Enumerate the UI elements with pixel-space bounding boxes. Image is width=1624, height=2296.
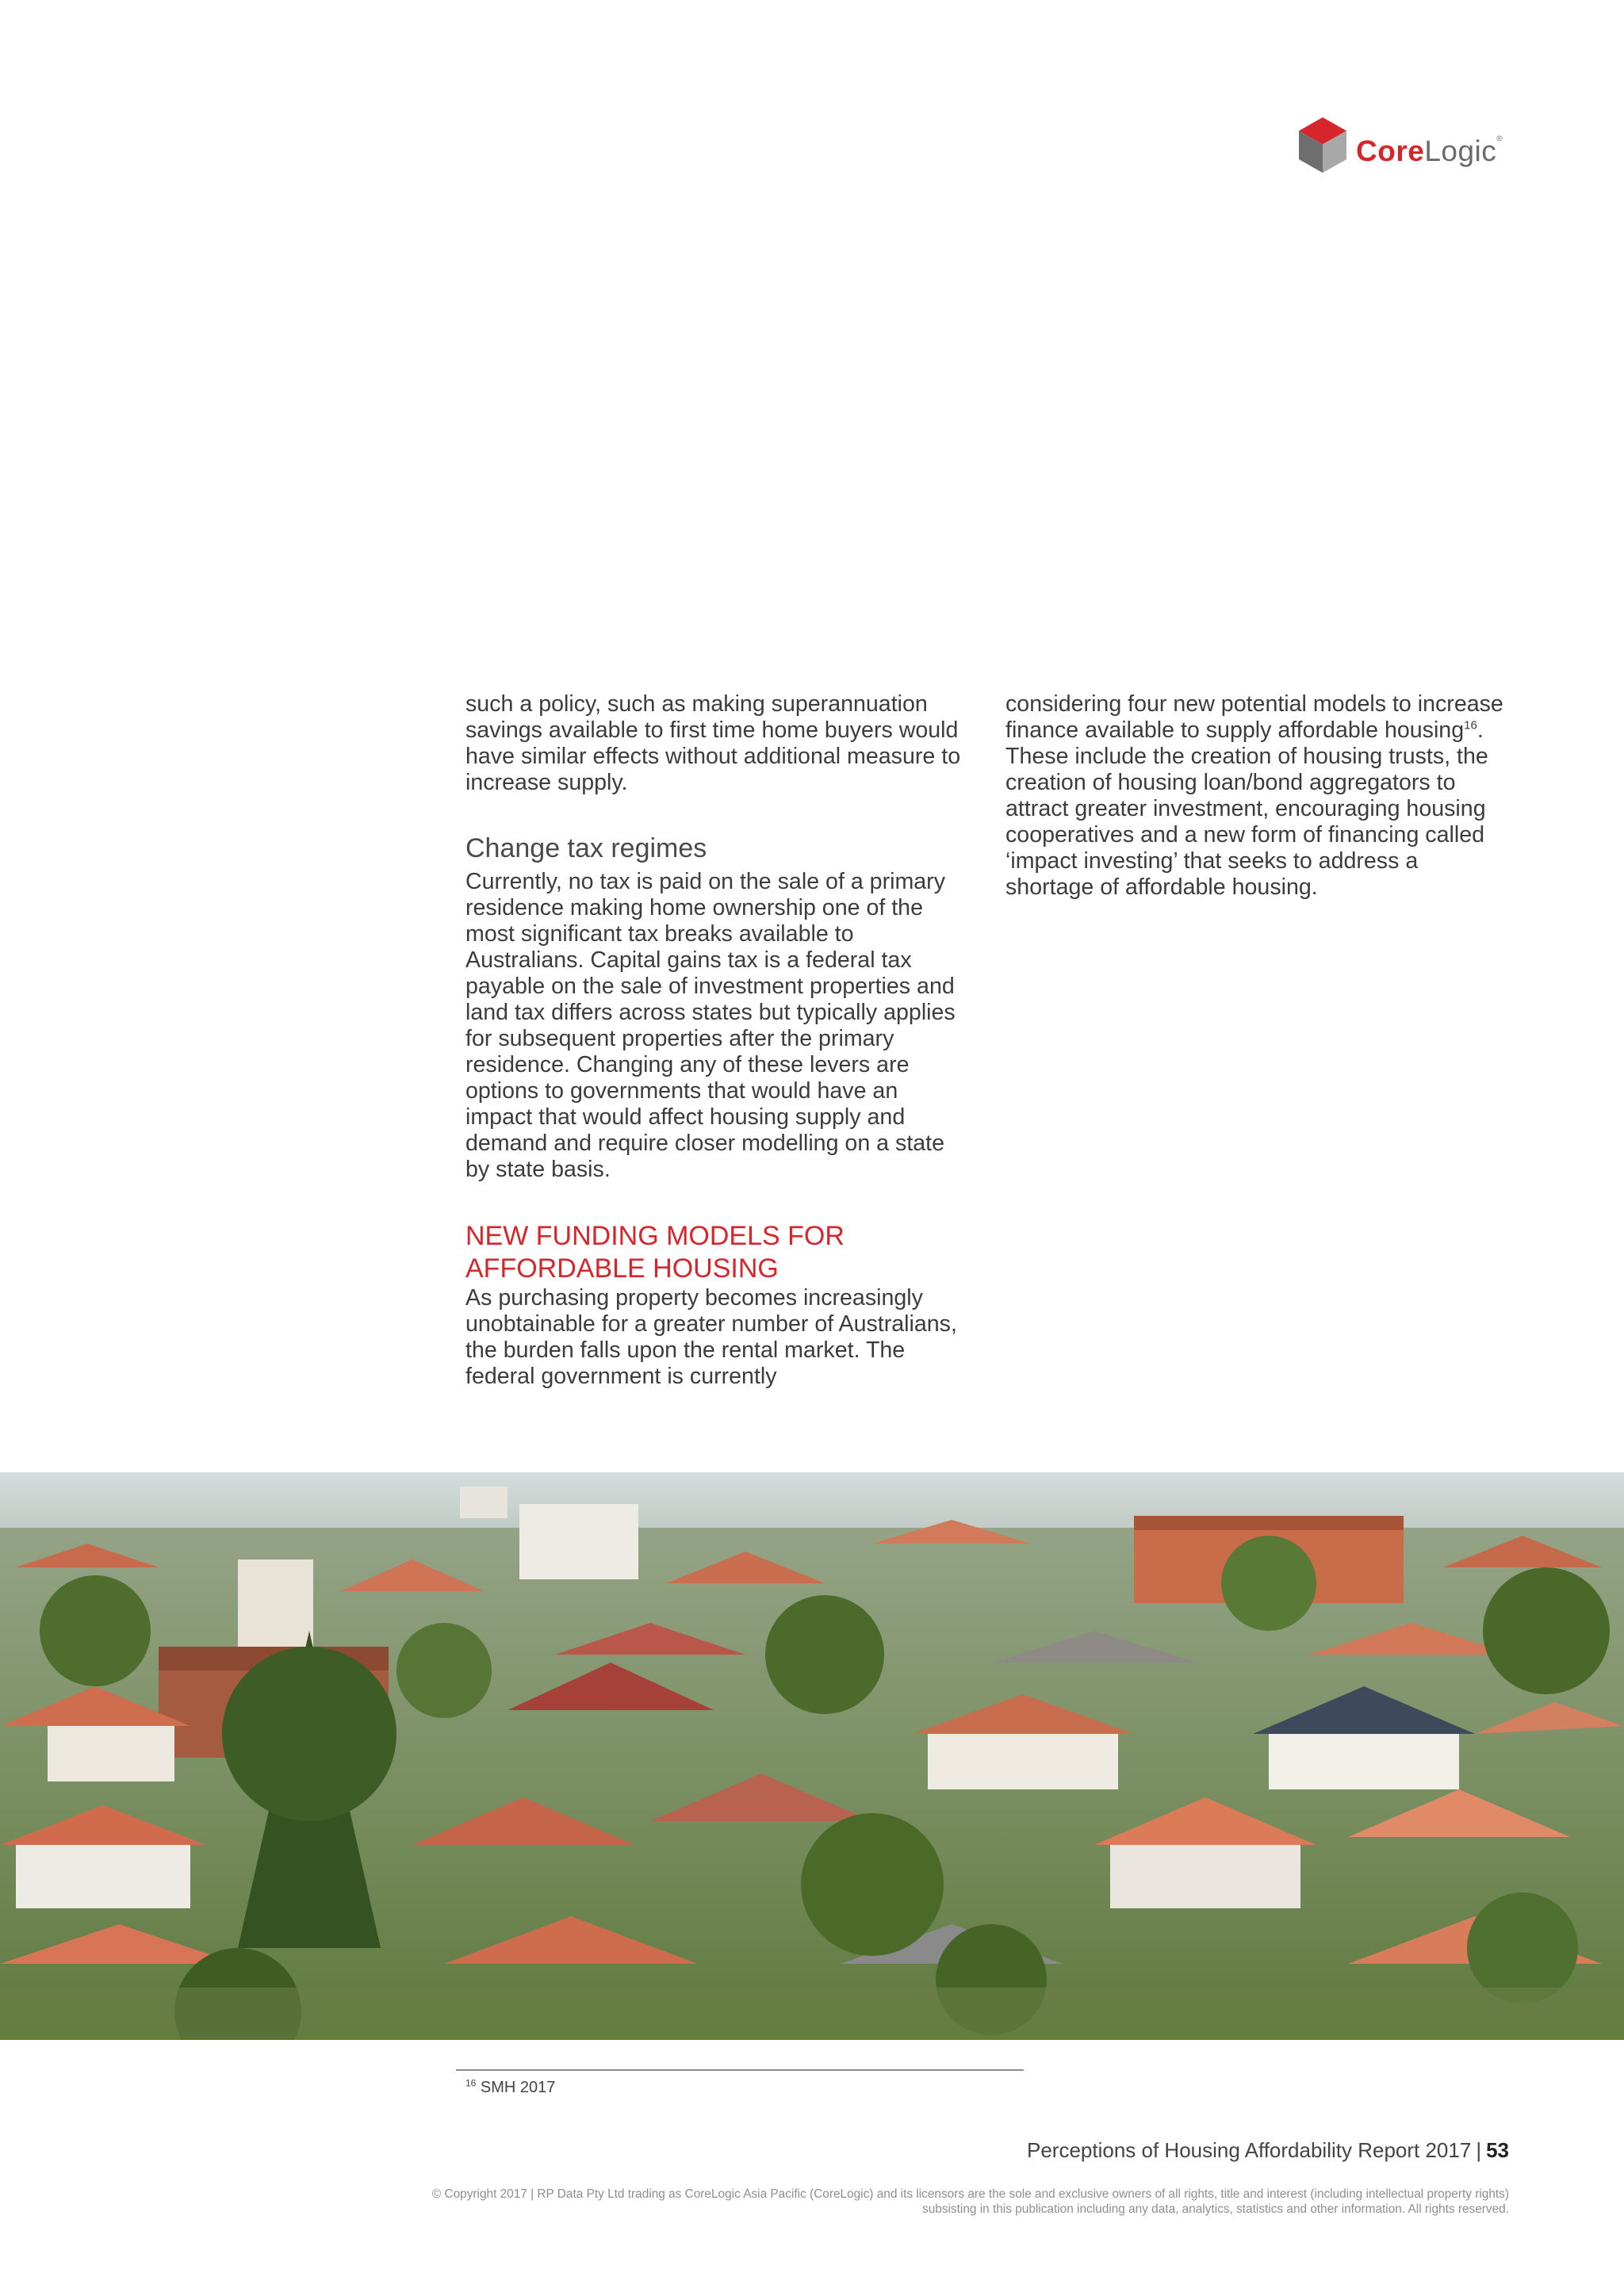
footnote-reference: 16	[1464, 718, 1477, 733]
right-paragraph-1	[1005, 691, 1505, 901]
copyright-notice: © Copyright 2017 | RP Data Pty Ltd trading as CoreLogic Asia Pacific (CoreLogic) and its licensors are the sole and exclusive owners of all rights, title and interest (including intellectual property rights) subsisting in this publication including any data, analytics, statistics and other information. All rights reserved.	[431, 2187, 1509, 2216]
left-text-column	[465, 691, 965, 1390]
footer-separator: |	[1476, 2138, 1482, 2162]
left-paragraph-2: Currently, no tax is paid on the sale of a primary residence making home ownership one of the most significant tax breaks available to Australians. Capital gains tax is a federal tax payable on the sale of investment properties and land tax differs across states but typically applies for subsequent properties after the primary residence. Changing any of these levers are options to governments that would have an impact that would affect housing supply and demand and require closer modelling on a state by state basis.	[465, 869, 956, 1182]
footnote-divider	[456, 2069, 1024, 2071]
footnote-number: 16	[465, 2077, 477, 2089]
right-paragraph-1-end: . These include the creation of housing trusts, the creation of housing loan/bond aggregators to attract greater investment, encouraging housing cooperatives and a new form of financing called ‘impact investing’ that seeks to address a shortage of affordable housing.	[1005, 718, 1488, 900]
logo-trademark: ®	[1496, 135, 1503, 144]
heading-change-tax-regimes: Change tax regimes	[465, 833, 707, 863]
heading-new-funding-models: NEW FUNDING MODELS FOR AFFORDABLE HOUSING	[465, 1221, 845, 1284]
logo-word-logic: Logic	[1424, 135, 1497, 167]
left-paragraph-3: As purchasing property becomes increasingly unobtainable for a greater number of Australians, the burden falls upon the rental market. The federal government is currently	[465, 1285, 957, 1389]
report-title: Perceptions of Housing Affordability Report 2017	[1027, 2138, 1472, 2162]
left-paragraph-1: such a policy, such as making superannuation savings available to first time home buyers would have similar effects without additional measure to increase supply.	[465, 691, 961, 795]
logo-wordmark	[1356, 135, 1503, 168]
page-number: 53	[1486, 2138, 1509, 2162]
footnote-text: SMH 2017	[480, 2079, 556, 2096]
footnote	[465, 2079, 555, 2097]
right-paragraph-1-start: considering four new potential models to increase finance available to supply affordable housing	[1005, 691, 1503, 743]
logo-word-core: Core	[1356, 135, 1425, 167]
corelogic-logo	[1297, 116, 1519, 179]
right-text-column	[1005, 691, 1505, 901]
page-footer	[1027, 2138, 1509, 2163]
suburban-rooftops-photo	[0, 1472, 1624, 2040]
corelogic-cube-logo-icon	[1297, 116, 1348, 176]
